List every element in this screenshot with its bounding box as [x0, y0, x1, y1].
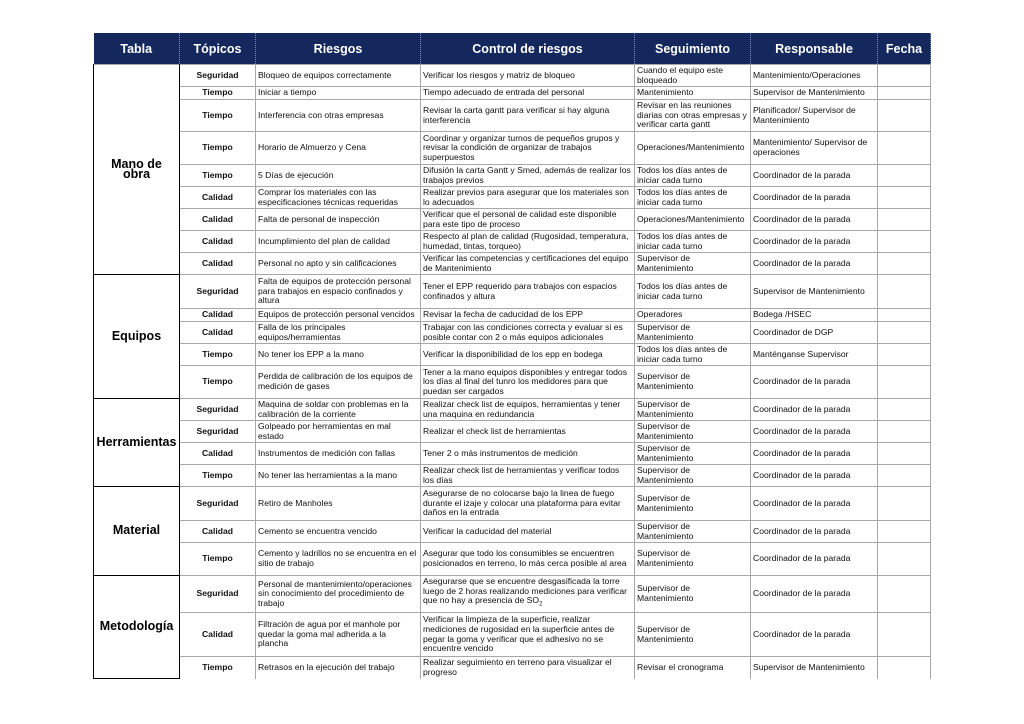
- topic-cell: Calidad: [180, 521, 256, 543]
- topic-cell: Seguridad: [180, 275, 256, 309]
- control-cell: Realizar check list de equipos, herramientas y tener una maquina en redundancia: [421, 399, 635, 421]
- topic-cell: Tiempo: [180, 465, 256, 487]
- follow-up-cell: Todos los días antes de iniciar cada turno: [635, 187, 751, 209]
- topic-cell: Tiempo: [180, 657, 256, 679]
- date-cell: [878, 443, 931, 465]
- control-cell: Verificar la disponibilidad de los epp en bodega: [421, 344, 635, 366]
- topic-cell: Tiempo: [180, 543, 256, 576]
- responsible-cell: Coordinador de la parada: [751, 613, 878, 657]
- table-row: [94, 87, 931, 100]
- group-label: Material: [94, 487, 180, 576]
- group-label: Equipos: [94, 275, 180, 399]
- date-cell: [878, 521, 931, 543]
- date-cell: [878, 576, 931, 613]
- date-cell: [878, 87, 931, 100]
- responsible-cell: Coordinador de la parada: [751, 421, 878, 443]
- follow-up-cell: Operaciones/Mantenimiento: [635, 132, 751, 165]
- control-cell: Difusión la carta Gantt y Smed, además de realizar los trabajos previos: [421, 165, 635, 187]
- table-row: [94, 309, 931, 322]
- table-row: [94, 253, 931, 275]
- header-responsable: Responsable: [751, 33, 878, 65]
- header-fecha: Fecha: [878, 33, 931, 65]
- control-cell: Trabajar con las condiciones correcta y evaluar si es posible contar con 2 o más equipos adicionales: [421, 322, 635, 344]
- table-row: [94, 366, 931, 399]
- table-row: [94, 613, 931, 657]
- risk-cell: Horario de Almuerzo y Cena: [256, 132, 421, 165]
- risk-cell: Cemento y ladrillos no se encuentra en el sitio de trabajo: [256, 543, 421, 576]
- follow-up-cell: Supervisor de Mantenimiento: [635, 399, 751, 421]
- responsible-cell: Coordinador de la parada: [751, 543, 878, 576]
- topic-cell: Tiempo: [180, 87, 256, 100]
- control-cell: Revisar la carta gantt para verificar si hay alguna interferencia: [421, 100, 635, 132]
- risk-table: [93, 33, 931, 679]
- risk-cell: Retrasos en la ejecución del trabajo: [256, 657, 421, 679]
- follow-up-cell: Supervisor de Mantenimiento: [635, 465, 751, 487]
- control-cell: Respecto al plan de calidad (Rugosidad, temperatura, humedad, tintas, torqueo): [421, 231, 635, 253]
- table-row: [94, 521, 931, 543]
- follow-up-cell: Operadores: [635, 309, 751, 322]
- risk-cell: Golpeado por herramientas en mal estado: [256, 421, 421, 443]
- responsible-cell: Mantenimiento/Operaciones: [751, 65, 878, 87]
- control-cell: Coordinar y organizar turnos de pequeños grupos y revisar la condición de organizar de trabajos superpuestos: [421, 132, 635, 165]
- responsible-cell: Planificador/ Supervisor de Mantenimiento: [751, 100, 878, 132]
- risk-cell: Falta de personal de inspección: [256, 209, 421, 231]
- topic-cell: Calidad: [180, 231, 256, 253]
- follow-up-cell: Todos los días antes de iniciar cada turno: [635, 344, 751, 366]
- date-cell: [878, 253, 931, 275]
- follow-up-cell: Supervisor de Mantenimiento: [635, 322, 751, 344]
- risk-cell: Comprar los materiales con las especificaciones técnicas requeridas: [256, 187, 421, 209]
- risk-cell: Cemento se encuentra vencido: [256, 521, 421, 543]
- risk-cell: Maquina de soldar con problemas en la calibración de la corriente: [256, 399, 421, 421]
- table-row: [94, 344, 931, 366]
- risk-cell: Falla de los principales equipos/herramientas: [256, 322, 421, 344]
- risk-cell: No tener los EPP a la mano: [256, 344, 421, 366]
- group-label: Metodología: [94, 576, 180, 679]
- date-cell: [878, 399, 931, 421]
- date-cell: [878, 465, 931, 487]
- follow-up-cell: Revisar en las reuniones diarias con otras empresas y verificar carta gantt: [635, 100, 751, 132]
- topic-cell: Tiempo: [180, 366, 256, 399]
- topic-cell: Calidad: [180, 309, 256, 322]
- control-cell: Realizar check list de herramientas y verificar todos los días: [421, 465, 635, 487]
- date-cell: [878, 487, 931, 521]
- table-row: [94, 132, 931, 165]
- responsible-cell: Coordinador de DGP: [751, 322, 878, 344]
- control-cell: Realizar seguimiento en terreno para visualizar el progreso: [421, 657, 635, 679]
- follow-up-cell: Todos los días antes de iniciar cada turno: [635, 165, 751, 187]
- follow-up-cell: Operaciones/Mantenimiento: [635, 209, 751, 231]
- table-row: [94, 657, 931, 679]
- table-row: [94, 443, 931, 465]
- topic-cell: Tiempo: [180, 344, 256, 366]
- topic-cell: Tiempo: [180, 132, 256, 165]
- risk-cell: Personal no apto y sin calificaciones: [256, 253, 421, 275]
- date-cell: [878, 322, 931, 344]
- date-cell: [878, 309, 931, 322]
- risk-cell: 5 Días de ejecución: [256, 165, 421, 187]
- control-cell: Tiempo adecuado de entrada del personal: [421, 87, 635, 100]
- topic-cell: Calidad: [180, 209, 256, 231]
- control-cell: Verificar que el personal de calidad este disponible para este tipo de proceso: [421, 209, 635, 231]
- control-cell: Verificar la limpieza de la superficie, realizar mediciones de rugosidad en la superficie antes de pegar la goma y verificar que el adhesivo no se encuentre vencido: [421, 613, 635, 657]
- risk-cell: Bloqueo de equipos correctamente: [256, 65, 421, 87]
- responsible-cell: Supervisor de Mantenimiento: [751, 657, 878, 679]
- responsible-cell: Coordinador de la parada: [751, 576, 878, 613]
- control-cell: Tener a la mano equipos disponibles y entregar todos los días al final del tunro los medidores para que puedan ser cargados: [421, 366, 635, 399]
- follow-up-cell: Supervisor de Mantenimiento: [635, 443, 751, 465]
- control-cell: Revisar la fecha de caducidad de los EPP: [421, 309, 635, 322]
- follow-up-cell: Supervisor de Mantenimiento: [635, 521, 751, 543]
- topic-cell: Tiempo: [180, 100, 256, 132]
- topic-cell: Calidad: [180, 187, 256, 209]
- date-cell: [878, 187, 931, 209]
- control-subscript: 2: [539, 602, 543, 609]
- control-cell: Verificar la caducidad del material: [421, 521, 635, 543]
- responsible-cell: Coordinador de la parada: [751, 165, 878, 187]
- control-cell: Verificar los riesgos y matriz de bloqueo: [421, 65, 635, 87]
- control-cell: Verificar las competencias y certificaciones del equipo de Mantenimiento: [421, 253, 635, 275]
- risk-sheet: [93, 33, 930, 679]
- responsible-cell: Coordinador de la parada: [751, 487, 878, 521]
- table-row: [94, 465, 931, 487]
- control-cell: Tener 2 o más instrumentos de medición: [421, 443, 635, 465]
- follow-up-cell: Revisar el cronograma: [635, 657, 751, 679]
- follow-up-cell: Mantenimiento: [635, 87, 751, 100]
- group-label: Herramientas: [94, 399, 180, 487]
- responsible-cell: Supervisor de Mantenimiento: [751, 87, 878, 100]
- responsible-cell: Coordinador de la parada: [751, 366, 878, 399]
- header-tabla: Tabla: [94, 33, 180, 65]
- table-row: [94, 65, 931, 87]
- control-cell: Realizar previos para asegurar que los materiales son lo adecuados: [421, 187, 635, 209]
- topic-cell: Calidad: [180, 322, 256, 344]
- follow-up-cell: Supervisor de Mantenimiento: [635, 421, 751, 443]
- responsible-cell: Coordinador de la parada: [751, 253, 878, 275]
- topic-cell: Seguridad: [180, 399, 256, 421]
- table-row: [94, 209, 931, 231]
- date-cell: [878, 543, 931, 576]
- table-row: [94, 576, 931, 613]
- date-cell: [878, 366, 931, 399]
- topic-cell: Calidad: [180, 253, 256, 275]
- responsible-cell: Mantenimiento/ Supervisor de operaciones: [751, 132, 878, 165]
- topic-cell: Calidad: [180, 443, 256, 465]
- risk-cell: Filtración de agua por el manhole por quedar la goma mal adherida a la plancha: [256, 613, 421, 657]
- control-cell: Asegurarse de no colocarse bajo la linea de fuego durante el izaje y colocar una plataforma para evitar daños en la entrada: [421, 487, 635, 521]
- date-cell: [878, 65, 931, 87]
- date-cell: [878, 100, 931, 132]
- responsible-cell: Coordinador de la parada: [751, 521, 878, 543]
- responsible-cell: Coordinador de la parada: [751, 231, 878, 253]
- follow-up-cell: Todos los días antes de iniciar cada turno: [635, 275, 751, 309]
- table-row: [94, 322, 931, 344]
- control-text: Asegurarse que se encuentre desgasificada la torre luego de 2 horas realizando mediciones para verificar que no hay a presencia de SO: [423, 576, 627, 606]
- topic-cell: Seguridad: [180, 421, 256, 443]
- responsible-cell: Coordinador de la parada: [751, 399, 878, 421]
- date-cell: [878, 344, 931, 366]
- responsible-cell: Bodega /HSEC: [751, 309, 878, 322]
- date-cell: [878, 231, 931, 253]
- topic-cell: Seguridad: [180, 576, 256, 613]
- responsible-cell: Manténganse Supervisor: [751, 344, 878, 366]
- table-row: [94, 275, 931, 309]
- control-cell: Realizar el check list de herramientas: [421, 421, 635, 443]
- topic-cell: Tiempo: [180, 165, 256, 187]
- follow-up-cell: Supervisor de Mantenimiento: [635, 543, 751, 576]
- table-row: [94, 187, 931, 209]
- risk-cell: No tener las herramientas a la mano: [256, 465, 421, 487]
- date-cell: [878, 165, 931, 187]
- control-cell: Tener el EPP requerido para trabajos con espacios confinados y altura: [421, 275, 635, 309]
- date-cell: [878, 421, 931, 443]
- table-row: [94, 100, 931, 132]
- risk-cell: Interferencia con otras empresas: [256, 100, 421, 132]
- header-riesgos: Riesgos: [256, 33, 421, 65]
- table-row: [94, 165, 931, 187]
- header-topicos: Tópicos: [180, 33, 256, 65]
- risk-cell: Equipos de protección personal vencidos: [256, 309, 421, 322]
- follow-up-cell: Todos los días antes de iniciar cada turno: [635, 231, 751, 253]
- control-cell: Asegurar que todo los consumibles se encuentren posicionados en terreno, lo más cerca posible al area: [421, 543, 635, 576]
- responsible-cell: Coordinador de la parada: [751, 443, 878, 465]
- header-row: [94, 33, 931, 65]
- table-row: [94, 399, 931, 421]
- date-cell: [878, 209, 931, 231]
- responsible-cell: Coordinador de la parada: [751, 209, 878, 231]
- risk-cell: Iniciar a tiempo: [256, 87, 421, 100]
- date-cell: [878, 613, 931, 657]
- topic-cell: Seguridad: [180, 487, 256, 521]
- risk-cell: Instrumentos de medición con fallas: [256, 443, 421, 465]
- follow-up-cell: Supervisor de Mantenimiento: [635, 487, 751, 521]
- risk-cell: Incumplimiento del plan de calidad: [256, 231, 421, 253]
- topic-cell: Calidad: [180, 613, 256, 657]
- risk-cell: Personal de mantenimiento/operaciones sin conocimiento del procedimiento de trabajo: [256, 576, 421, 613]
- date-cell: [878, 657, 931, 679]
- risk-cell: Perdida de calibración de los equipos de medición de gases: [256, 366, 421, 399]
- control-cell: [421, 576, 635, 613]
- table-row: [94, 487, 931, 521]
- responsible-cell: Coordinador de la parada: [751, 465, 878, 487]
- risk-cell: Falta de equipos de protección personal para trabajos en espacio confinados y altura: [256, 275, 421, 309]
- follow-up-cell: Supervisor de Mantenimiento: [635, 366, 751, 399]
- topic-cell: Seguridad: [180, 65, 256, 87]
- header-seguimiento: Seguimiento: [635, 33, 751, 65]
- responsible-cell: Coordinador de la parada: [751, 187, 878, 209]
- table-row: [94, 421, 931, 443]
- header-control: Control de riesgos: [421, 33, 635, 65]
- follow-up-cell: Cuando el equipo este bloqueado: [635, 65, 751, 87]
- follow-up-cell: Supervisor de Mantenimiento: [635, 576, 751, 613]
- group-label: Mano de obra: [94, 65, 180, 275]
- table-body: [94, 65, 931, 679]
- follow-up-cell: Supervisor de Mantenimiento: [635, 613, 751, 657]
- responsible-cell: Supervisor de Mantenimiento: [751, 275, 878, 309]
- table-row: [94, 231, 931, 253]
- follow-up-cell: Supervisor de Mantenimiento: [635, 253, 751, 275]
- table-row: [94, 543, 931, 576]
- date-cell: [878, 132, 931, 165]
- risk-cell: Retiro de Manholes: [256, 487, 421, 521]
- date-cell: [878, 275, 931, 309]
